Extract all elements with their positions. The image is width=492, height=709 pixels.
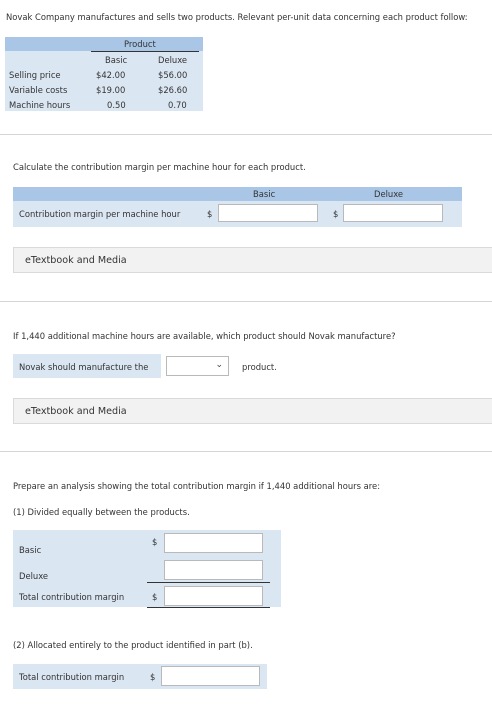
divider [0,451,492,452]
divider [0,134,492,135]
machine-hours-deluxe: 0.70 [168,100,187,110]
etextbook-label: eTextbook and Media [25,255,127,266]
novak-prefix: Novak should manufacture the [19,362,149,372]
total-allocated-input[interactable] [161,666,260,686]
part-c-sub1: (1) Divided equally between the products. [13,507,190,517]
cm-deluxe-input[interactable] [343,204,443,222]
variable-costs-basic: $19.00 [96,85,126,95]
currency-sign: $ [333,209,339,219]
total-allocated-label: Total contribution margin [19,672,125,682]
currency-sign: $ [152,592,158,602]
divider [0,301,492,302]
currency-sign: $ [150,672,156,682]
total-rule [147,607,270,608]
product-select[interactable] [166,356,229,376]
etextbook-label: eTextbook and Media [25,406,127,417]
row-label-variable-costs: Variable costs [9,85,68,95]
row-label-selling-price: Selling price [9,70,61,80]
part-a-question: Calculate the contribution margin per machine hour for each product. [13,162,306,172]
part-c-question: Prepare an analysis showing the total contribution margin if 1,440 additional hours are: [13,481,381,491]
selling-price-basic: $42.00 [96,70,126,80]
currency-sign: $ [152,537,158,547]
part-c-sub2: (2) Allocated entirely to the product identified in part (b). [13,640,253,650]
product-table-header [5,37,203,51]
row-label-machine-hours: Machine hours [9,100,71,110]
deluxe-cm-input[interactable] [164,560,263,580]
cm-row-label: Contribution margin per machine hour [19,209,181,219]
novak-suffix: product. [242,362,277,372]
chevron-down-icon: ⌄ [215,360,223,370]
cm-col-deluxe: Deluxe [374,189,404,199]
col-basic: Basic [105,55,128,65]
cm-col-basic: Basic [253,189,276,199]
analysis-row-total: Total contribution margin [19,592,125,602]
analysis-row-deluxe: Deluxe [19,571,49,581]
machine-hours-basic: 0.50 [107,100,126,110]
total-cm-input[interactable] [164,586,263,606]
cm-basic-input[interactable] [218,204,318,222]
etextbook-media-link[interactable] [13,247,492,273]
etextbook-media-link[interactable] [13,398,492,424]
basic-cm-input[interactable] [164,533,263,553]
selling-price-deluxe: $56.00 [158,70,188,80]
analysis-row-basic: Basic [19,545,42,555]
variable-costs-deluxe: $26.60 [158,85,188,95]
col-deluxe: Deluxe [158,55,188,65]
sum-rule [147,582,270,583]
part-b-question: If 1,440 additional machine hours are available, which product should Novak manufacture? [13,331,396,341]
product-group-header: Product [124,39,156,49]
header-rule [91,51,199,52]
currency-sign: $ [207,209,213,219]
problem-intro: Novak Company manufactures and sells two products. Relevant per-unit data concerning each product follow: [6,12,468,22]
